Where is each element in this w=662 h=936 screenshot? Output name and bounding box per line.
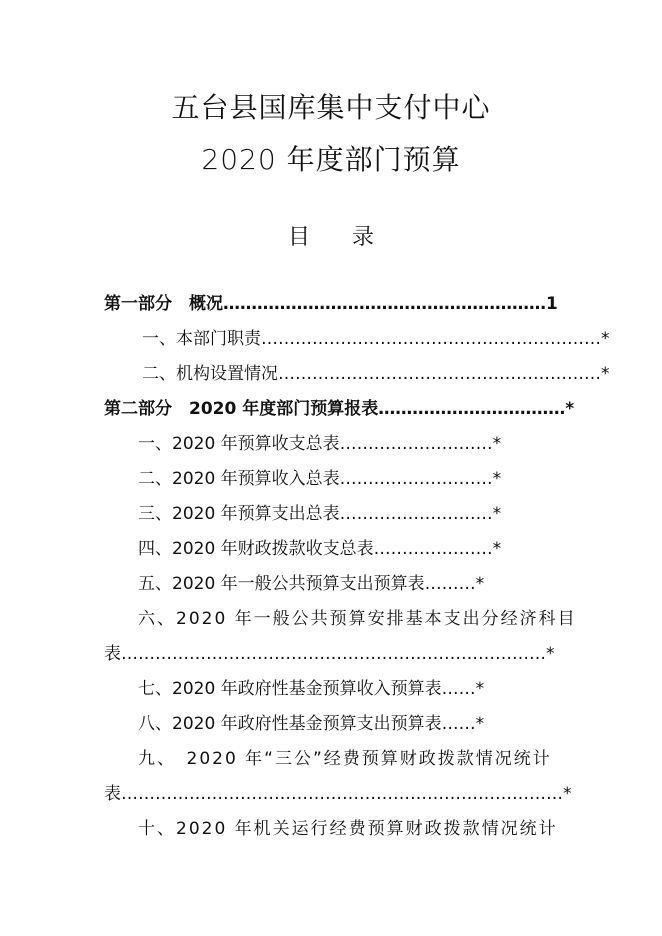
toc-entry-page: * <box>565 399 575 419</box>
toc-entry <box>138 471 501 488</box>
toc-heading-part2: 录 <box>352 225 375 250</box>
toc-entry-page: * <box>492 469 502 489</box>
toc-entry-page: * <box>492 504 502 524</box>
toc-entry-text: 七、2020 年政府性基金预算收入预算表 <box>138 679 442 699</box>
toc-entry <box>138 436 501 453</box>
toc-entry-text: 五、2020 年一般公共预算支出预算表 <box>138 574 425 594</box>
toc-entry <box>138 506 501 523</box>
toc-entry-page: * <box>492 539 502 559</box>
toc-entry <box>142 331 610 348</box>
toc-entry-text: 一、本部门职责 <box>142 329 261 349</box>
toc-entry-text: 一、2020 年预算收支总表 <box>138 434 340 454</box>
document-subtitle: 2020 年度部门预算 <box>201 143 461 176</box>
toc-entry <box>138 751 552 768</box>
toc-entry <box>138 576 484 593</box>
toc-entry-leader: …………………………… <box>378 399 566 419</box>
toc-entry-text: 九、 2020 年“三公”经费预算财政拨款情况统计 <box>138 749 552 769</box>
toc-entry-leader: ……………………… <box>339 504 493 524</box>
toc-entry-text: 十、2020 年机关运行经费预算财政拨款情况统计 <box>138 819 558 839</box>
toc-entry-page: * <box>475 574 485 594</box>
toc-entry-text: 二、2020 年预算收入总表 <box>138 469 340 489</box>
toc-entry-leader: …………………………………………………… <box>261 329 601 349</box>
toc-entry <box>138 681 484 698</box>
toc-entry-page: * <box>563 784 572 804</box>
toc-entry-page: 1 <box>546 294 558 314</box>
toc-entry <box>138 716 484 733</box>
toc-entry-text: 三、2020 年预算支出总表 <box>138 504 340 524</box>
toc-heading-part1: 目 <box>287 225 310 250</box>
toc-entry-page: * <box>475 679 485 699</box>
toc-entry <box>104 296 558 313</box>
toc-entry-text: 表 <box>104 784 121 804</box>
toc-heading <box>0 227 662 249</box>
toc-entry-text: 第一部分 概况 <box>104 294 223 314</box>
toc-entry-continuation <box>104 646 555 663</box>
toc-entry-leader: …… <box>441 679 476 699</box>
toc-entry-page: * <box>601 329 610 349</box>
toc-entry-continuation <box>104 786 572 803</box>
toc-entry-page: * <box>492 434 502 454</box>
document-title: 五台县国库集中支付中心 <box>171 91 491 124</box>
toc-entry-leader: ………………………………………………… <box>278 364 601 384</box>
toc-entry-leader: ………………………………………………………………… <box>121 644 546 664</box>
toc-entry-text: 四、2020 年财政拨款收支总表 <box>138 539 374 559</box>
toc-entry-leader: …… <box>441 714 476 734</box>
toc-entry-text: 第二部分 2020 年度部门预算报表 <box>104 399 379 419</box>
toc-entry <box>104 401 574 418</box>
toc-entry <box>138 541 501 558</box>
toc-entry-leader: ……… <box>424 574 476 594</box>
toc-entry-text: 八、2020 年政府性基金预算支出预算表 <box>138 714 442 734</box>
toc-entry-leader: …………………………………………………………………… <box>121 784 563 804</box>
toc-entry-leader: ………………………………………………… <box>223 294 546 314</box>
toc-entry-leader: ………………… <box>373 539 493 559</box>
toc-entry-page: * <box>601 364 610 384</box>
toc-entry-leader: ……………………… <box>339 469 493 489</box>
toc-entry <box>142 366 610 383</box>
toc-entry-leader: ……………………… <box>339 434 493 454</box>
toc-entry-text: 二、机构设置情况 <box>142 364 278 384</box>
toc-entry-page: * <box>475 714 485 734</box>
toc-entry <box>138 821 558 838</box>
toc-entry-page: * <box>546 644 555 664</box>
toc-entry <box>138 611 577 628</box>
toc-entry-text: 六、2020 年一般公共预算安排基本支出分经济科目 <box>138 609 577 629</box>
toc-entry-text: 表 <box>104 644 121 664</box>
